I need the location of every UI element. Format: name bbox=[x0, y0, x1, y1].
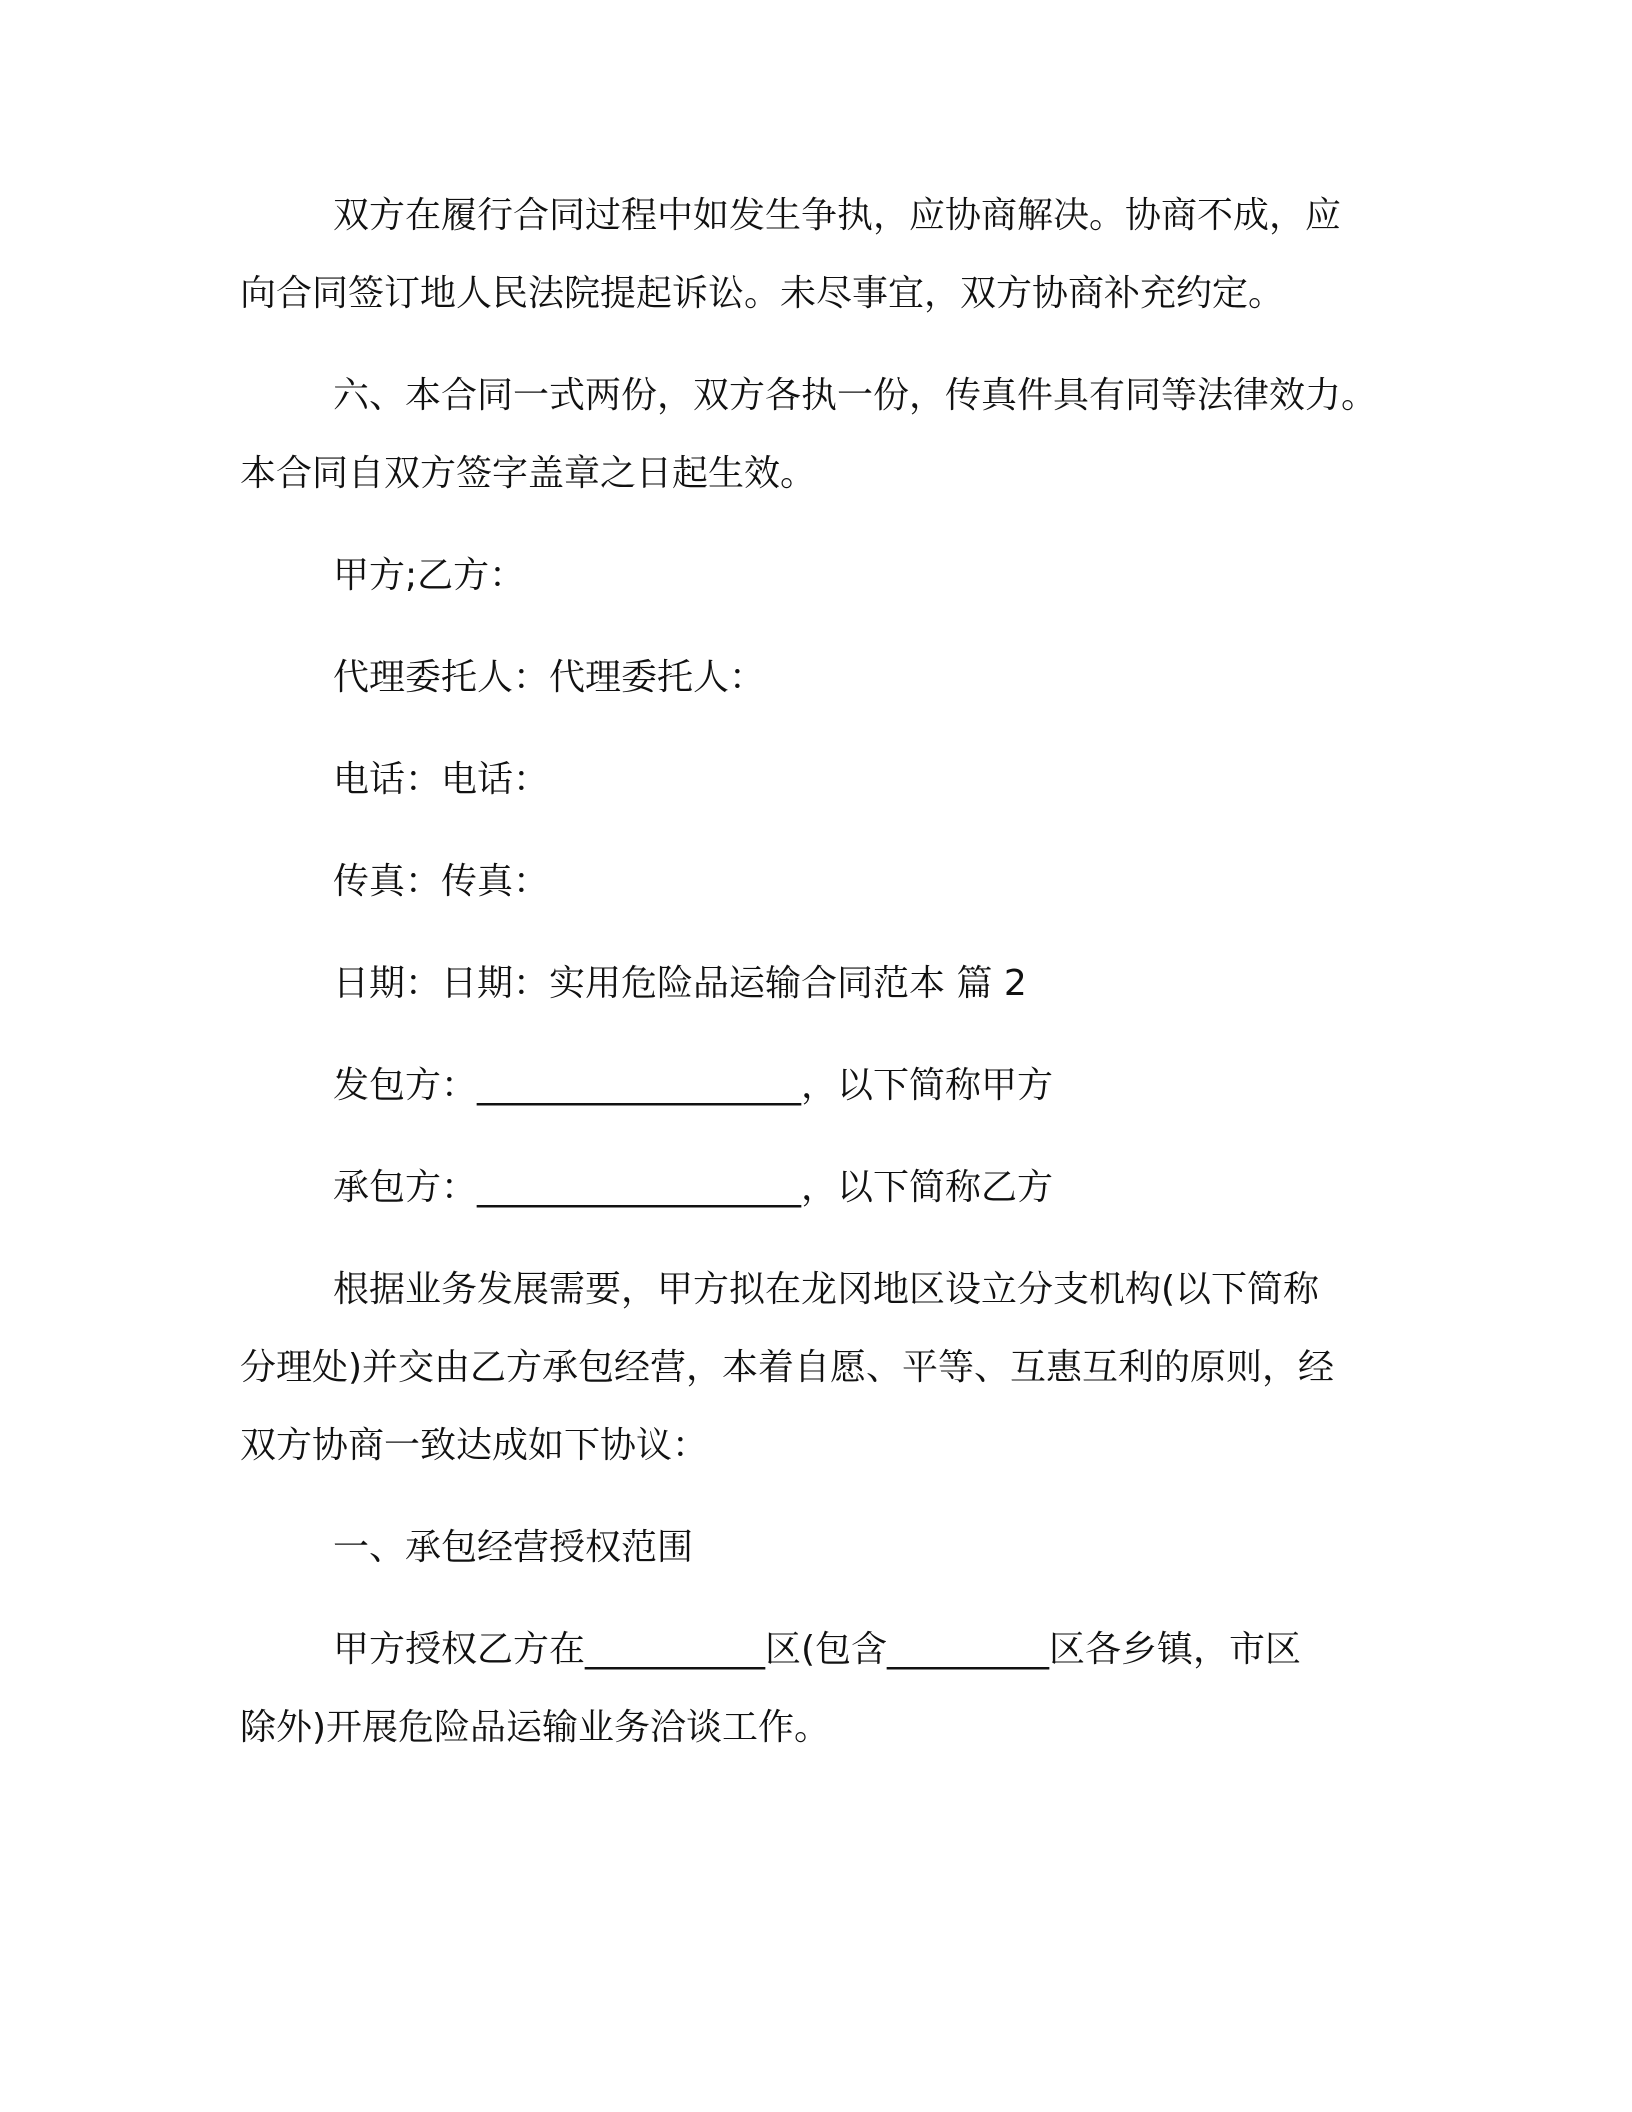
paragraph-preamble-line-1: 根据业务发展需要，甲方拟在龙冈地区设立分支机构(以下简称 bbox=[333, 1269, 1320, 1310]
party-line: 甲方;乙方： bbox=[333, 555, 526, 596]
paragraph-dispute-line-1: 双方在履行合同过程中如发生争执，应协商解决。协商不成，应 bbox=[333, 195, 1342, 236]
paragraph-preamble-line-3: 双方协商一致达成如下协议： bbox=[240, 1425, 709, 1466]
paragraph-clause-six-line-2: 本合同自双方签字盖章之日起生效。 bbox=[240, 453, 817, 494]
paragraph-clause-six-line-1: 六、本合同一式两份，双方各执一份，传真件具有同等法律效力。 bbox=[333, 375, 1378, 416]
date-line: 日期：日期：实用危险品运输合同范本 篇 2 bbox=[333, 963, 1027, 1004]
phone-line: 电话：电话： bbox=[333, 759, 550, 800]
paragraph-preamble-line-2: 分理处)并交由乙方承包经营，本着自愿、平等、互惠互利的原则，经 bbox=[240, 1347, 1335, 1388]
agent-line: 代理委托人：代理委托人： bbox=[333, 657, 766, 698]
paragraph-dispute-line-2: 向合同签订地人民法院提起诉讼。未尽事宜，双方协商补充约定。 bbox=[240, 273, 1285, 314]
section-one-heading: 一、承包经营授权范围 bbox=[333, 1527, 694, 1568]
paragraph-authorization-line-2: 除外)开展危险品运输业务洽谈工作。 bbox=[240, 1707, 831, 1748]
fax-line: 传真：传真： bbox=[333, 861, 550, 902]
paragraph-authorization-line-1: 甲方授权乙方在__________区(包含_________区各乡镇，市区 bbox=[333, 1629, 1302, 1670]
contractor-line: 承包方：__________________，以下简称乙方 bbox=[333, 1167, 1054, 1208]
employer-line: 发包方：__________________，以下简称甲方 bbox=[333, 1065, 1054, 1106]
